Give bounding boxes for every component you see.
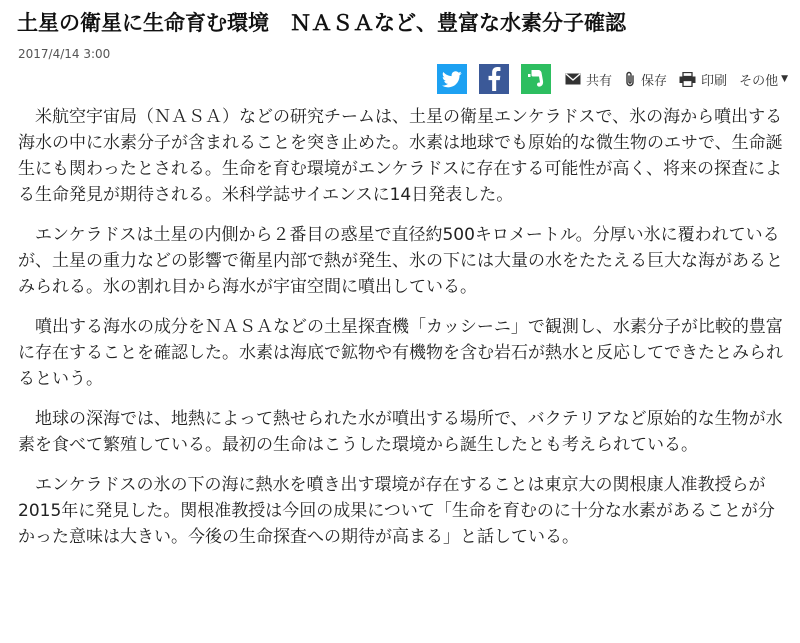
printer-icon	[679, 72, 696, 87]
print-button[interactable]	[679, 70, 727, 89]
article-paragraph: 米航空宇宙局（ＮＡＳＡ）などの研究チームは、土星の衛星エンケラドスで、氷の海から噴出する海水の中に水素分子が含まれることを突き止めた。水素は地球でも原始的な微生物のエサで、生命誕生にも関わったとされる。生命を育む環境がエンケラドスに存在する可能性が高く、将来の探査による生命発見が期待される。米科学誌サイエンスに14日発表した。	[18, 107, 783, 205]
article-paragraph: 地球の深海では、地熱によって熱せられた水が噴出する場所で、バクテリアなど原始的な生物が水素を食べて繁殖している。最初の生命はこうした環境から誕生したとも考えられている。	[18, 409, 783, 455]
headline: 土星の衛星に生命育む環境 ＮＡＳＡなど、豊富な水素分子確認	[17, 11, 626, 35]
paperclip-icon	[624, 71, 636, 87]
article-paragraph: エンケラドスは土星の内側から２番目の惑星で直径約500キロメートル。分厚い氷に覆われているが、土星の重力などの影響で衛星内部で熱が発生、氷の下には大量の水をたたえる巨大な海があるとみられる。氷の割れ目から海水が宇宙空間に噴出している。	[18, 225, 783, 297]
facebook-share-button[interactable]	[479, 64, 509, 94]
share-button[interactable]	[565, 70, 612, 89]
article-body	[18, 104, 788, 564]
envelope-icon	[565, 73, 581, 85]
facebook-icon	[487, 67, 501, 91]
twitter-share-button[interactable]	[437, 64, 467, 94]
save-button[interactable]	[624, 70, 667, 89]
more-label: その他	[739, 73, 779, 89]
share-label: 共有	[586, 73, 613, 89]
more-menu-button[interactable]	[739, 70, 788, 89]
article-paragraph: エンケラドスの氷の下の海に熱水を噴き出す環境が存在することは東京大の関根康人准教授らが2015年に発見した。関根准教授は今回の成果について「生命を育むのに十分な水素があることが分かった意味は大きい。今後の生命探査への期待が高まる」と話している。	[18, 475, 775, 547]
share-toolbar	[437, 63, 788, 95]
article-paragraph: 噴出する海水の成分をＮＡＳＡなどの土星探査機「カッシーニ」で観測し、水素分子が比較的豊富に存在することを確認した。水素は海底で鉱物や有機物を含む岩石が熱水と反応してできたとみられるという。	[18, 317, 783, 389]
evernote-save-button[interactable]	[521, 64, 551, 94]
twitter-icon	[442, 71, 462, 88]
publish-date: 2017/4/14 3:00	[18, 47, 111, 61]
evernote-icon	[527, 69, 545, 89]
save-label: 保存	[641, 73, 668, 89]
caret-down-icon: ▼	[781, 74, 788, 84]
print-label: 印刷	[701, 73, 728, 89]
